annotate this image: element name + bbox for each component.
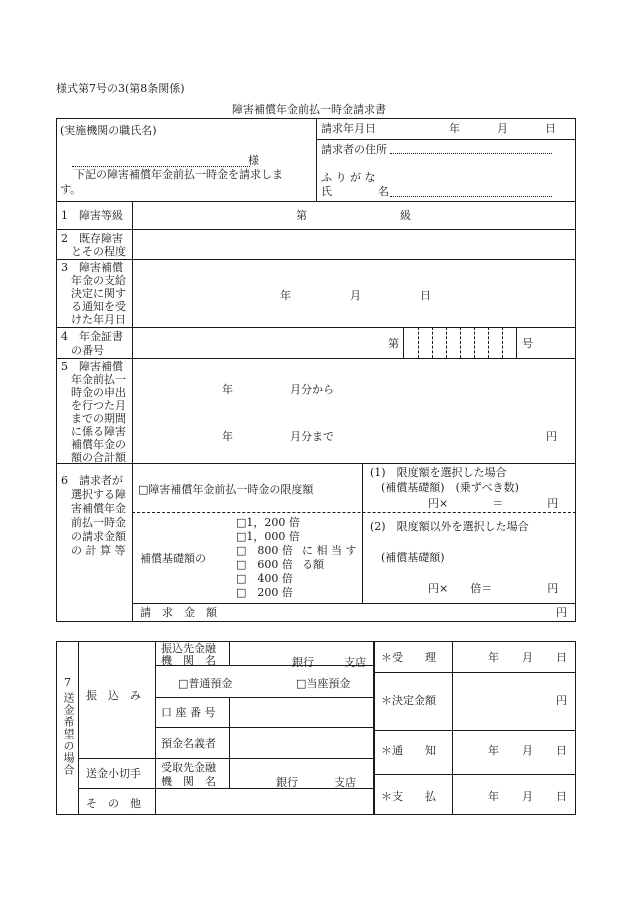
equiv-label-2: る額 <box>302 558 324 571</box>
juri-year: 年 <box>488 651 499 664</box>
row6-label-3: 害補償年金 <box>71 502 126 515</box>
sama-label: 様 <box>248 154 259 167</box>
limit-amount-option[interactable]: □障害補償年金前払一時金の限度額 <box>138 483 314 496</box>
form-number: 様式第7号の3(第8条関係) <box>56 82 185 95</box>
name-field[interactable] <box>390 196 552 197</box>
pension-total-field[interactable] <box>134 360 574 461</box>
option-1000[interactable]: □1，000 倍 <box>236 530 300 543</box>
recv-branch-suffix: 支店 <box>334 776 356 789</box>
row3-label-5: けた年月日 <box>71 313 126 326</box>
row5-label-6: に係る障害 <box>71 425 126 438</box>
request-day-label: 日 <box>545 122 556 135</box>
row5-label-7: 補償年金の <box>71 438 126 451</box>
option-200[interactable]: □ 200 倍 <box>236 586 293 599</box>
holder-field[interactable] <box>231 729 371 756</box>
shiharai-month: 月 <box>522 790 533 803</box>
name-label-2: 名 <box>378 185 389 198</box>
row6-label-5: の請求金額 <box>71 530 126 543</box>
row3-day: 日 <box>420 289 431 302</box>
option-400[interactable]: □ 400 倍 <box>236 572 293 585</box>
request-year-label: 年 <box>449 122 460 135</box>
row4-label-1: 4 年金証書 <box>61 330 123 343</box>
branch-suffix: 支店 <box>344 656 366 669</box>
disability-grade-field[interactable] <box>134 203 574 227</box>
row5-from: 月分から <box>290 383 334 396</box>
case1-title: (1) 限度額を選択した場合 <box>370 466 507 479</box>
row2-label-1: 2 既存障害 <box>61 232 123 245</box>
statement-line-2: す。 <box>60 183 82 196</box>
row5-label-3: 時金の申出 <box>71 386 126 399</box>
tsuchi-day: 日 <box>556 744 567 757</box>
address-field[interactable] <box>390 153 552 154</box>
row3-month: 月 <box>350 289 361 302</box>
recv-bank-suffix: 銀行 <box>276 776 298 789</box>
row1-label: 1 障害等級 <box>61 209 123 222</box>
shiharai-label: ＊支 払 <box>381 790 436 803</box>
equiv-label-1: に 相 当 す <box>302 544 357 557</box>
futsu-checkbox[interactable]: □普通預金 <box>178 677 233 690</box>
kiso-label: 補償基礎額の <box>140 552 206 565</box>
row1-dai: 第 <box>296 209 307 222</box>
case1-subtitle: (補償基礎額) (乗ずべき数) <box>381 481 519 494</box>
row5-year-from: 年 <box>222 383 233 396</box>
juri-label: ＊受 理 <box>381 651 436 664</box>
row3-label-3: 決定に関す <box>71 287 126 300</box>
request-month-label: 月 <box>497 122 508 135</box>
row5-to: 月分まで <box>290 430 334 443</box>
shiharai-year: 年 <box>488 790 499 803</box>
row6-label-2: 選択する障 <box>71 488 126 501</box>
row3-label-2: 年金の支給 <box>71 274 126 287</box>
bank-suffix: 銀行 <box>292 656 314 669</box>
request-date-field[interactable] <box>382 120 572 137</box>
row5-label-5: までの期間 <box>71 412 126 425</box>
request-date-label: 請求年月日 <box>321 122 376 135</box>
row5-label-2: 年金前払一 <box>71 373 126 386</box>
claim-yen: 円 <box>556 606 567 619</box>
existing-disability-field[interactable] <box>134 231 574 257</box>
row5-label-4: を行つた月 <box>71 399 126 412</box>
toza-checkbox[interactable]: □当座預金 <box>296 677 351 690</box>
pension-certificate-number-field[interactable] <box>404 328 516 357</box>
tsuchi-label: ＊通 知 <box>381 744 436 757</box>
kettei-label: ＊決定金額 <box>381 694 436 707</box>
row2-label-2: とその程度 <box>71 245 126 258</box>
option-1200[interactable]: □1，200 倍 <box>236 516 300 529</box>
agency-label: (実施機関の職氏名) <box>60 124 157 137</box>
row5-year-to: 年 <box>222 430 233 443</box>
other-field[interactable] <box>157 790 371 813</box>
furikomi-label: 振 込 み <box>86 689 141 702</box>
tsuchi-month: 月 <box>522 744 533 757</box>
row3-label-1: 3 障害補償 <box>61 261 123 274</box>
shiharai-day: 日 <box>556 790 567 803</box>
row6-label-6: の 計 算 等 <box>71 544 126 557</box>
row5-yen: 円 <box>546 430 557 443</box>
address-label: 請求者の住所 <box>321 143 387 156</box>
claim-amount-field[interactable] <box>240 605 550 620</box>
recv-bank-label-1: 受取先金融 <box>161 761 216 774</box>
tsuchi-year: 年 <box>488 744 499 757</box>
bank-label-2: 機 関 名 <box>161 654 216 667</box>
account-no-field[interactable] <box>231 699 371 725</box>
furigana-label: ふ り が な <box>321 171 376 184</box>
case2-subtitle: (補償基礎額) <box>381 551 445 564</box>
row4-label-2: の番号 <box>71 344 104 357</box>
option-800[interactable]: □ 800 倍 <box>236 544 293 557</box>
option-600[interactable]: □ 600 倍 <box>236 558 293 571</box>
row4-go: 号 <box>522 337 533 350</box>
name-label-1: 氏 <box>321 185 332 198</box>
section7-label: 送金希望の場合 <box>62 692 75 776</box>
bank-label-1: 振込先金融 <box>161 642 216 655</box>
statement-line-1: 下記の障害補償年金前払一時金を請求しま <box>74 168 283 181</box>
account-no-label: 口 座 番 号 <box>161 706 216 719</box>
row3-label-4: る通知を受 <box>71 300 126 313</box>
form-title: 障害補償年金前払一時金請求書 <box>232 103 386 116</box>
juri-month: 月 <box>522 651 533 664</box>
holder-label: 預金名義者 <box>161 737 216 750</box>
case2-title: (2) 限度額以外を選択した場合 <box>370 520 529 533</box>
row3-year: 年 <box>280 289 291 302</box>
kettei-yen: 円 <box>556 694 567 707</box>
row6-label-4: 前払一時金 <box>71 516 126 529</box>
other-label: そ の 他 <box>86 797 141 810</box>
claim-amount-label: 請 求 金 額 <box>140 606 217 619</box>
recv-bank-label-2: 機 関 名 <box>161 775 216 788</box>
row1-kyu: 級 <box>400 209 411 222</box>
section7-number: 7 <box>64 676 71 689</box>
row4-dai: 第 <box>388 337 399 350</box>
case1-formula: 円× ＝ 円 <box>428 497 559 510</box>
row5-label-8: 額の合計額 <box>71 451 126 464</box>
row5-label-1: 5 障害補償 <box>61 360 123 373</box>
case2-formula: 円× 倍＝ 円 <box>428 582 559 595</box>
row6-label-1: 6 請求者が <box>61 474 123 487</box>
kogitte-label: 送金小切手 <box>86 767 141 780</box>
juri-day: 日 <box>556 651 567 664</box>
